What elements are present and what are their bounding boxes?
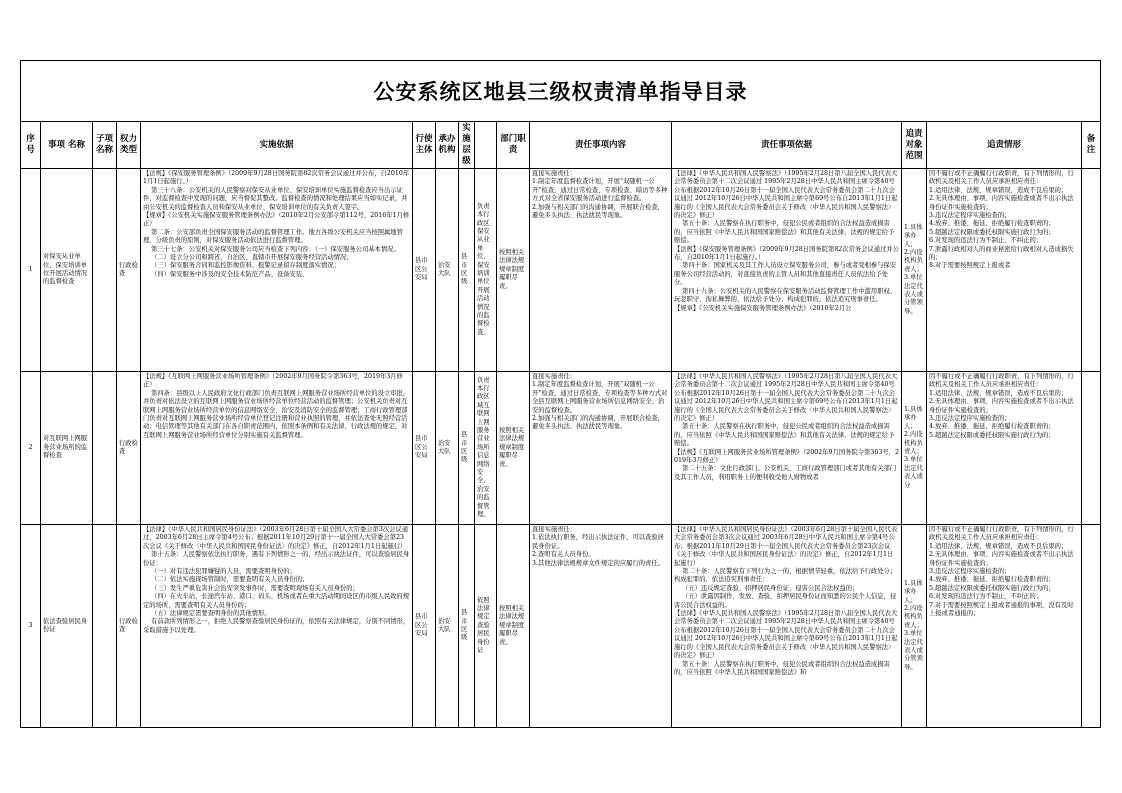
row-org: 治安大队 <box>438 261 451 277</box>
row-no: 3 <box>28 621 33 629</box>
row-target: 1.具体承办人； 2.内设机构负责人； 3.单位法定代表人或分 <box>904 405 923 489</box>
header-subject: 行使主体 <box>413 122 436 169</box>
rights-list-table <box>20 60 1101 728</box>
header-name: 事项 名称 <box>41 122 93 169</box>
row-target: 1.具体承办人； 2.内设机构负责人； 3.单位法定代表人或分管领导。 <box>904 579 923 671</box>
row-duty: 依照法律规定查验居民身份证 <box>477 596 490 655</box>
row-content: 直接实施责任： 1.依法执行职务，经出示执法证件，可以查验居民身份证。 2.查明有关人员身份。 3.其他法律法规规章文件规定的应履行的责任。 <box>532 526 664 567</box>
row-org: 治安大队 <box>438 617 451 633</box>
header-level: 实施层级 <box>459 122 475 169</box>
row-target: 1.具体承办人； 2.内设机构负责人； 3.单位法定代表人或分管领导。 <box>904 223 923 315</box>
header-blank <box>475 122 497 169</box>
row-name: 对互联网上网服务营业场所的监督检查 <box>43 435 88 460</box>
row-dbasis: 【法律】《中华人民共和国居民身份证法》（2003年6月28日第十届全国人民代表大会常务委员会第3次会议通过 2003年6月28日中华人民共和国主席令第4号公布；根据2011年10月29日第十一届全国人民代表大会常务委员会第23次会议《关于修改〈中华人民共和国居民身份证法〉的决定》修正，自2012年1月1日起施行） 第二十条：人民警察有下列行为之一的，根据情节轻重，依法给予行政处分；构成犯罪的，依法追究刑事责任： （五）违反规定查验、扣押居民身份证，侵害公民合法权益的； （五）泄露因制作、发放、查验、扣押居民身份证而知悉的公民个人信息，侵害公民合法权益的。 【法律】《中华人民共和国人民警察法》（1995年2月28日第八届全国人民代表大会常务委员会第十二次会议通过 1995年2月28日中华人民共和国主席令第40号公布根据2012年10月26日第十一届全国人民代表大会常务委员会第二十九次会议通过 2012年10月26日中华人民共和国主席令第69号公布自2013年1月1日起施行的《全国人民代表大会常务委员会关于修改〈中华人民共和国人民警察法〉的决定》修正） 第五十条：人民警察在执行职务中，侵犯公民或者组织的合法权益造成损害的，应当依照《中华人民共和国国家赔偿法》和 <box>674 526 898 676</box>
row-basis: 【法规】《互联网上网服务营业场所管理条例》（2002年9月国务院令第363号，2019年3月修正） 第四条：县级以上人民政府文化行政部门负责互联网上网服务营业场所经营单位的设立审批，并负责对依法设立的互联网上网服务营业场所经营单位经营活动的监督管理；公安机关负责对互联网上网服务营业场所经营单位的信息网络安全、治安及消防安全的监督管理；工商行政管理部门负责对互联网上网服务营业场所经营单位登记注册和营业执照的管理，并依法查处无照经营活动；电信管理等其他有关部门在各自职责范围内，依照本条例和有关法律、行政法规的规定，对互联网上网服务营业场所经营单位分别实施有关监督管理。 <box>143 373 410 439</box>
header-content: 责任事项内容 <box>530 122 672 169</box>
header-type: 权力类型 <box>117 122 141 169</box>
header-cases: 追责情形 <box>927 122 1082 169</box>
header-sub: 子项名称 <box>93 122 117 169</box>
row-duty2: 按照相关法律法规规章制度履职尽责。 <box>499 426 525 468</box>
row-dbasis: 【法律】《中华人民共和国人民警察法》（1995年2月28日第八届全国人民代表大会常务委员会第十二次会议通过 1995年2月28日中华人民共和国主席令第40号公布根据2012年10月26日第十一届全国人民代表大会常务委员会第二十九次会议通过 2012年10月26日中华人民共和国主席令第69号公布自2013年1月1日起施行的《全国人民代表大会常务委员会关于修改〈中华人民共和国人民警察法〉的决定》修正） 第五十条：人民警察在执行职务中，侵犯公民或者组织的合法权益造成损害的，应当依照《中华人民共和国国家赔偿法》和其他有关法律、法规的规定给予赔偿。 【法规】《保安服务管理条例》（2009年9月28日国务院第82次常务会议通过并公布，自2010年1月1日起施行。） 第四十条：国家机关及其工作人员设立保安服务公司，参与或者变相参与保安服务公司经营活动的，对直接负责的主管人员和其他直接责任人员依法给予处分。 第四十九条：公安机关的人民警察在保安服务活动监督管理工作中滥用职权、玩忽职守、徇私舞弊的，依法给予处分；构成犯罪的，依法追究刑事责任。 【规章】《公安机关实施保安服务管理条例办法》（2010年2月公 <box>674 170 899 312</box>
row-basis: 【法规】《保安服务管理条例》（2009年9月28日国务院第82次常务会议通过并公布，自2010年1月1日起施行。） 第三十八条：公安机关的人民警察对保安从业单位、保安培训单位实施监督检查应当出示证件，对监督检查中发现的问题，应当督促其整改。监督检查的情况和处理结果应当如实记录，并由公安机关的监督检查人员和保安从业单位、保安培训单位的有关负责人签字。 【规章】《公安机关实施保安服务管理条例办法》（2010年2月公安部令第112号，2016年1月修正） 第二条：公安部负责全国保安服务活动的监督管理工作。地方各级公安机关应当按照属地管理、分级负责的原则，对保安服务活动依法进行监督管理。 第三十七条：公安机关对保安服务公司应当检查下列内容：（一）保安服务公司基本情况； （二）设立分公司和跨省、自治区、直辖市开展保安服务经营活动情况； （三）保安服务合同和监控影像资料、报警记录留存制度落实情况； （四）保安服务中涉及的安全技术防范产品、设备安装、 <box>143 170 410 278</box>
row-type: 行政检查 <box>119 261 138 277</box>
header-dbasis: 责任事项依据 <box>672 122 902 169</box>
header-duty: 部门职责 <box>497 122 530 169</box>
table-row <box>21 525 1101 728</box>
row-basis: 【法律】《中华人民共和国居民身份证法》（2003年6月28日第十届全国人大常委会第3次会议通过，2003年6月28日主席令第4号公布；根据2011年10月29日第十一届全国人大常委会第23次会议《关于修改〈中华人民共和国居民身份证法〉的决定》修正，自2012年1月1日起施行） 第十五条：人民警察依法执行职务，遇有下列情形之一的，经出示执法证件，可以查验居民身份证： （一）对有违法犯罪嫌疑的人员，需要查明身份的； （二）依法实施现场管制时，需要查明有关人员身份的； （三）发生严重危害社会治安突发事件时，需要查明现场有关人员身份的； （四）在火车站、长途汽车站、港口、码头、机场或者在重大活动期间设区的市级人民政府规定的场所，需要查明有关人员身份的； （五）法律规定需要查明身份的其他情形。 有前款所列情形之一，拒绝人民警察查验居民身份证的，依照有关法律规定，分别不同情形，采取措施予以处理。 <box>143 526 410 634</box>
row-dbasis: 【法律】《中华人民共和国人民警察法》（1995年2月28日第八届全国人民代表大会常务委员会第十二次会议通过 1995年2月28日中华人民共和国主席令第40号公布根据2012年10月26日第十一届全国人民代表大会常务委员会第二十九次会议通过 2012年10月26日中华人民共和国主席令第69号公布自2013年1月1日起施行的《全国人民代表大会常务委员会关于修改〈中华人民共和国人民警察法〉的决定》修正） 第五十条：人民警察在执行职务中，侵犯公民或者组织的合法权益造成损害的，应当依照《中华人民共和国国家赔偿法》和其他有关法律、法规的规定给予赔偿。 【法规】《互联网上网服务营业场所管理条例》（2002年9月国务院令第363号，2019年3月修正） 第二十五条：文化行政部门、公安机关、工商行政管理部门或者其他有关部门及其工作人员，利用职务上的便利收受他人财物或者 <box>674 373 899 481</box>
row-name: 依法查验居民身份证 <box>43 617 88 633</box>
row-cases: 因不履行或不正确履行行政职责，有下列情形的，行政机关及相关工作人员应承担相应责任： 1.适用法律、法规、规章错误，造成不良后果的； 2.无具体理由、事项、内容实施检查或者不出示执法身份证件实施检查的； 3.违反法定程序实施检查的； 4.放弃、推诿、拖延、拒绝履行检查职责的； 5.超越法定权限或委托权限实施行政行为的； <box>929 373 1074 439</box>
row-subject: 县市区公安局 <box>415 435 428 460</box>
row-content: 直接实施责任： 1.制定年度监督检查计划，开展“双随机一公开”检查，通过日常检查、专项检查等多种方式对全县互联网上网服务营业场所信息网络安全、治安的监督检查。 2.加强与相关部门的沟通协调，开展联合检查，避免多头执法、执法扰民等现象。 <box>532 373 668 431</box>
header-note: 备注 <box>1082 122 1101 169</box>
row-cases: 因不履行或不正确履行行政职责，有下列情形的，行政机关及相关工作人员应承担相应责任： 1.适用法律、法规、规章错误，造成不良后果的； 2.无具体理由、事项、内容实施检查或者不出示执法身份证件实施检查的； 3.违反法定程序实施检查的； 4.放弃、推诿、拖延、拒绝履行检查职责的； 5.超越法定权限或委托权限实施行政行为的； 6.对发现的违法行为不制止、不纠正的； 7.泄露行政相对人的商业秘密给行政相对人造成损失的； 8.对于需要按照规定上报或者 <box>929 170 1074 270</box>
header-no: 序号 <box>21 122 41 169</box>
header-org: 承办机构 <box>436 122 459 169</box>
header-row <box>21 122 1101 169</box>
row-duty2: 按照相关法律法规规章制度履职尽责。 <box>499 604 525 646</box>
row-type: 行政检查 <box>119 439 138 455</box>
row-type: 行政检查 <box>119 617 138 633</box>
row-content: 直接实施责任： 1.制定年度监督检查计划，开展“双随机一公开”检查，通过日常检查、专项检查、暗访等多种方式对全省保安服务活动进行监督检查。 2.加强与相关部门的沟通协调，开展联合检查，避免多头执法、执法扰民等现象。 <box>532 170 668 220</box>
row-duty: 负责本行政区保安从业单位、保安培训单位开展活动情况的监督检查。 <box>477 202 490 336</box>
row-no: 1 <box>28 265 33 273</box>
row-level: 县市区级 <box>461 431 468 464</box>
table-row <box>21 372 1101 525</box>
header-target: 追责对象范围 <box>902 122 927 169</box>
document-title: 公安系统区地县三级权责清单指导目录 <box>21 61 1101 122</box>
row-level: 县市区级 <box>461 253 468 286</box>
table-row <box>21 169 1101 372</box>
document-page <box>20 60 1100 718</box>
row-duty: 负责本行政区域互联网上网服务营业场所信息网络安全、治安的监督管理。 <box>477 376 490 519</box>
row-duty2: 按照相关法律法规规章制度履职尽责。 <box>499 248 525 290</box>
row-subject: 县市区公安局 <box>415 257 428 282</box>
row-level: 县市区级 <box>461 609 468 642</box>
header-basis: 实施依据 <box>141 122 413 169</box>
row-org: 治安大队 <box>438 439 451 455</box>
row-no: 2 <box>28 443 33 451</box>
row-name: 对保安从业单位、保安培训单位开展活动情况的监督检查 <box>43 253 88 286</box>
row-cases: 因不履行或不正确履行行政职责，有下列情形的，行政机关及相关工作人员应承担相应责任： 1.适用法律、法规、规章错误，造成不良后果的； 2.无具体理由、事项、内容实施检查或者不出示执法身份证件实施检查的； 3.违反法定程序实施检查的； 4.放弃、推诿、拖延、拒绝履行检查职责的； 5.超越法定权限或委托权限实施行政行为的； 6.对发现的违法行为不制止、不纠正的； 7.对于需要按照规定上报或者通报的事项，没有及时上报或者通报的； <box>929 526 1074 618</box>
row-subject: 县市区公安局 <box>415 613 428 638</box>
